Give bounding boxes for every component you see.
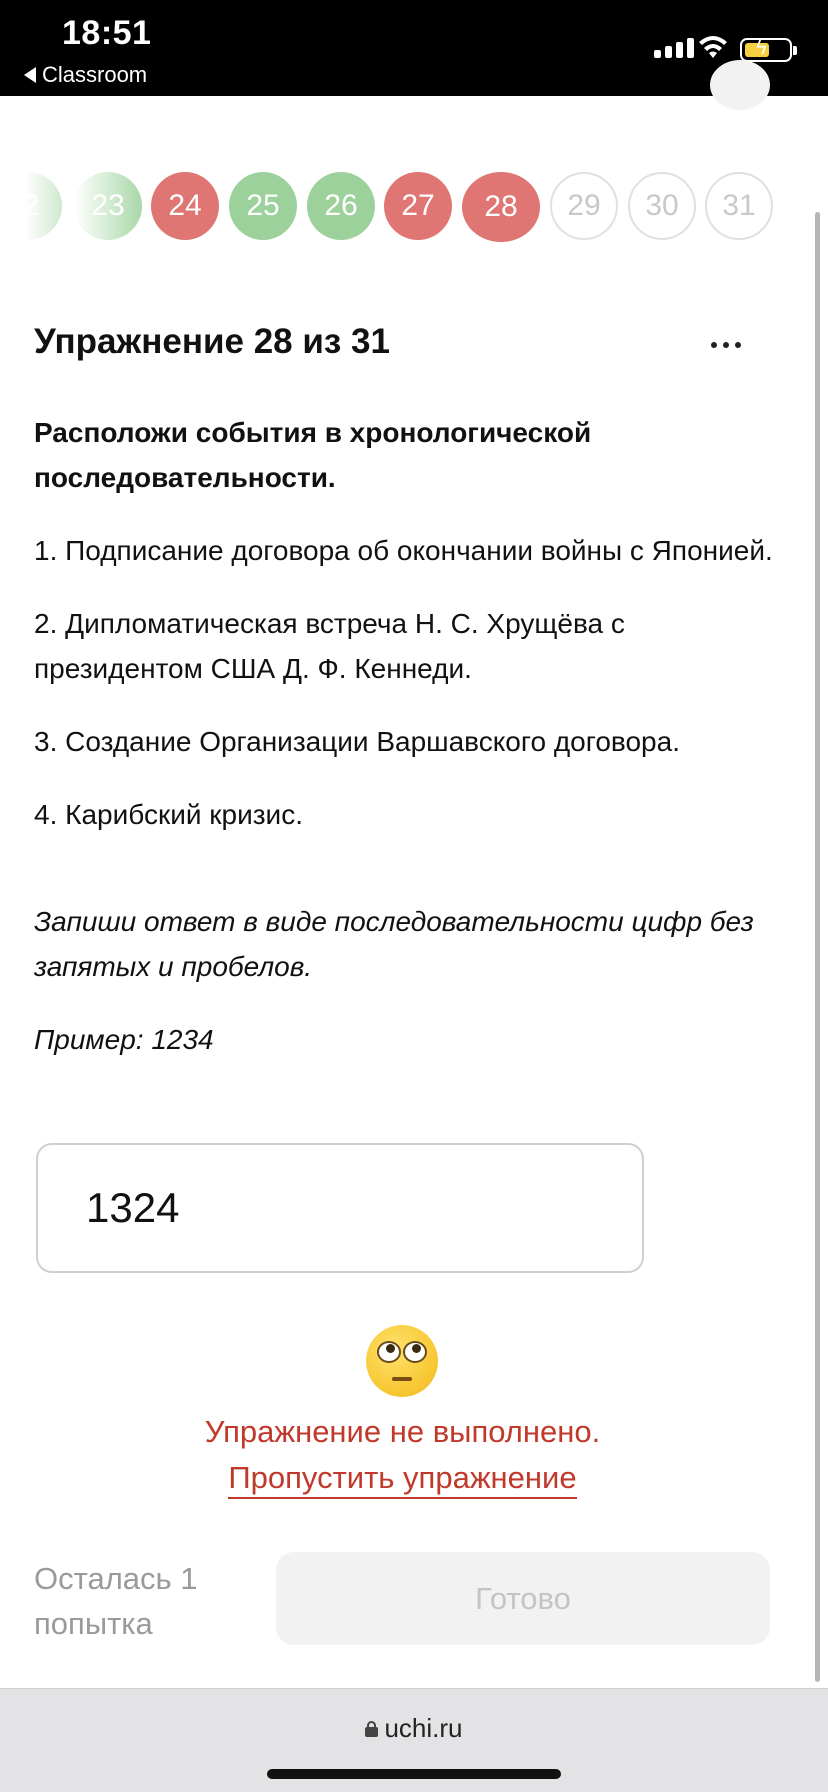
nav-circle-label: 27	[401, 189, 435, 222]
nav-circle-31[interactable]	[705, 172, 773, 240]
more-options-icon[interactable]	[704, 325, 748, 365]
nav-circle-26[interactable]	[307, 172, 375, 240]
nav-circle-28-current[interactable]	[462, 172, 540, 242]
nav-circle-label: 23	[91, 189, 125, 222]
url-bar[interactable]	[0, 1713, 828, 1744]
browser-bottom-bar	[0, 1688, 828, 1792]
exercise-title: Упражнение 28 из 31	[34, 322, 390, 361]
nav-circle-label: 30	[645, 189, 679, 222]
answer-example: Пример: 1234	[34, 1024, 214, 1055]
answer-instruction: Запиши ответ в виде последовательности цифр без запятых и пробелов.	[34, 906, 754, 982]
nav-circle-label: 25	[246, 189, 280, 222]
nav-circle-30[interactable]	[628, 172, 696, 240]
event-item: 1. Подписание договора об окончании войны с Японией.	[34, 535, 773, 566]
nav-circle-24[interactable]	[151, 172, 219, 240]
answer-input[interactable]	[36, 1143, 644, 1273]
cellular-signal-icon	[654, 38, 694, 58]
header-button-partial[interactable]	[710, 60, 770, 110]
back-arrow-icon	[24, 67, 36, 83]
nav-circle-label: 2	[22, 189, 40, 222]
nav-circle-label: 29	[567, 189, 601, 222]
nav-circle-29[interactable]	[550, 172, 618, 240]
nav-circle-label: 24	[168, 189, 202, 222]
wifi-icon	[698, 34, 728, 60]
battery-charging-icon: ϟ	[740, 38, 792, 62]
exercise-content	[34, 410, 774, 1062]
nav-circle-label: 31	[722, 189, 756, 222]
home-indicator[interactable]	[267, 1769, 561, 1779]
back-app-label: Classroom	[42, 62, 148, 87]
attempts-remaining: Осталась 1 попытка	[34, 1561, 198, 1641]
skip-exercise-label: Пропустить упражнение	[228, 1460, 576, 1499]
nav-circle-label: 28	[484, 190, 518, 223]
nav-circle-27[interactable]	[384, 172, 452, 240]
nav-circle-22[interactable]	[0, 172, 62, 240]
nav-circle-25[interactable]	[229, 172, 297, 240]
url-text: uchi.ru	[384, 1713, 463, 1743]
nav-circle-label: 26	[324, 189, 358, 222]
done-button[interactable]: Готово	[276, 1552, 770, 1645]
back-to-app-link[interactable]	[24, 62, 147, 88]
status-bar	[0, 0, 828, 96]
skip-exercise-link[interactable]	[0, 1460, 805, 1496]
event-item: 3. Создание Организации Варшавского договора.	[34, 726, 680, 757]
status-time: 18:51	[62, 14, 152, 52]
lock-icon	[365, 1721, 378, 1737]
event-item: 2. Дипломатическая встреча Н. С. Хрущёва с президентом США Д. Ф. Кеннеди.	[34, 608, 625, 684]
rolling-eyes-emoji-icon	[366, 1325, 438, 1397]
question-text: Расположи события в хронологической последовательности.	[34, 417, 592, 493]
nav-circle-23[interactable]	[74, 172, 142, 240]
page-scrollbar[interactable]	[815, 212, 820, 1682]
error-message: Упражнение не выполнено.	[204, 1414, 601, 1449]
answer-value: 1324	[86, 1184, 180, 1231]
exercise-nav	[0, 172, 828, 244]
event-item: 4. Карибский кризис.	[34, 799, 303, 830]
